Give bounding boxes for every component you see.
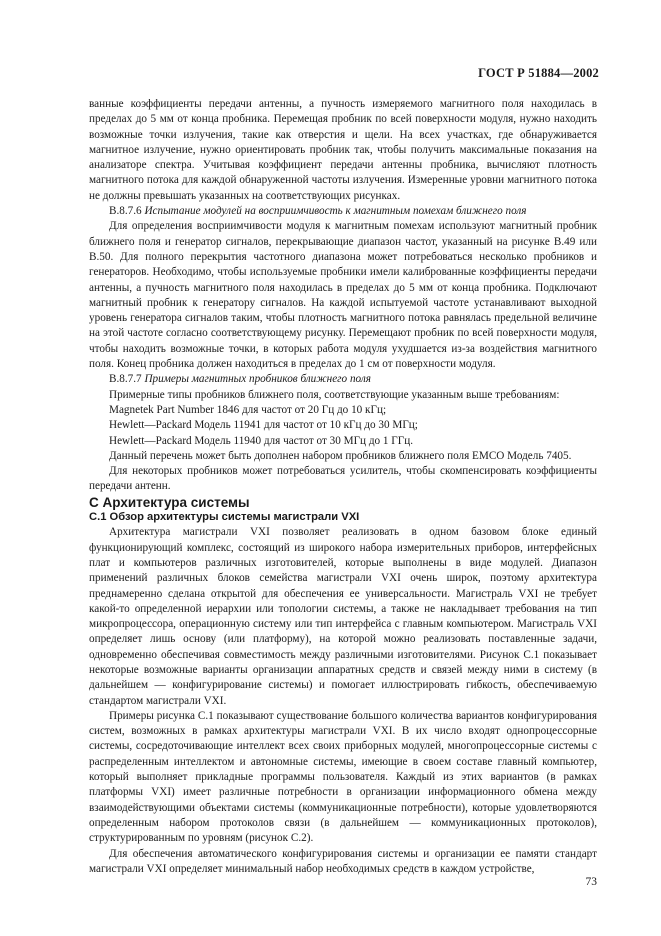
- subsection-title: Примеры магнитных пробников ближнего поля: [144, 373, 371, 386]
- body-paragraph: Примеры рисунка С.1 показывают существование большого количества вариантов конфигурирования систем, возможных в рамках архитектуры магистрали VXI. В их число входят однопроцессорные системы, сосредоточивающие интеллект всех своих приборных модулей, многопроцессорные системы с распределенным интеллектом и автономные системы, имеющие в своем составе главный компьютер, который выполняет прикладные программы пользователя. Каждый из этих вариантов (в рамках платформы VXI) имеет различные потребности в организации информационного обмена между взаимодействующими объектами системы (коммуникационные потребности), которые удовлетворяются определенным набором протоколов связи (в дальнейшем — коммуникационных протоколов), структурированным по уровням (рисунок С.2).: [89, 709, 597, 845]
- subsection-title-c1: С.1 Обзор архитектуры системы магистрали VXI: [89, 511, 360, 524]
- body-paragraph: Для определения восприимчивости модуля к магнитным помехам используют магнитный пробник ближнего поля и генератор сигналов, перекрывающие диапазон частот, указанный на рисунке В.49 или В.50. Для полного перекрытия частотного диапазона может потребоваться несколько пробников и генераторов. Необходимо, чтобы используемые пробники имели калиброванные коэффициенты передачи антенны, а пучность магнитного поля находилась в пределах до 5 мм от конца пробника. Подключают магнитный пробник к генератору сигналов. На каждой испытуемой частоте устанавливают выходной уровень генератора сигналов таким, чтобы плотность магнитного потока равнялась предельной величине на этой частоте согласно соответствующему рисунку. Перемещают пробник по всей поверхности модуля, чтобы находить возможные точки, в которых работа модуля ухудшается из-за воздействия магнитного поля. Конец пробника должен находиться в пределах до 1 см от поверхности модуля.: [89, 220, 597, 371]
- probes-note: Данный перечень может быть дополнен набором пробников ближнего поля EMCO Модель 7405.: [109, 449, 572, 462]
- page-number: 73: [585, 876, 597, 888]
- probes-intro: Примерные типы пробников ближнего поля, соответствующие указанным выше требованиям:: [109, 388, 560, 401]
- probe-list-item: Hewlett—Packard Модель 11941 для частот от 10 кГц до 30 МГц;: [109, 419, 418, 432]
- page-body: [89, 97, 597, 877]
- probes-note: Для некоторых пробников может потребоваться усилитель, чтобы скомпенсировать коэффициенты передачи антенн.: [89, 465, 597, 493]
- probe-list-item: Magnetek Part Number 1846 для частот от 20 Гц до 10 кГц;: [109, 403, 387, 416]
- subsection-number: В.8.7.7: [109, 373, 142, 386]
- subsection-heading-b876: [89, 204, 597, 219]
- section-title: С Архитектура системы: [89, 494, 250, 510]
- body-paragraph: Архитектура магистрали VXI позволяет реализовать в одном базовом блоке единый функционирующий комплекс, состоящий из широкого набора измерительных приборов, интерфейсных плат и компьютеров различных изготовителей, которые выполнены в виде модулей. Диапазон применений различных блоков семейства магистрали VXI очень широк, поэтому архитектура преднамеренно сделана открытой для обеспечения ее универсальности. Магистраль VXI не требует какой-то определенной иерархии или топологии системы, а также не накладывает требования на тип микропроцессора, операционную систему или тип интерфейса с главным компьютером. Магистраль VXI определяет лишь основу (или платформу), на которой можно реализовать поставленные задачи, одновременно обеспечивая совместимость между различными изготовителями. Рисунок С.1 показывает некоторые возможные варианты организации аппаратных средств и связей между ними в систему (в дальнейшем — конфигурирование системы) и помогает иллюстрировать гибкость, обеспечиваемую стандартом магистрали VXI.: [89, 526, 597, 707]
- standard-header: ГОСТ Р 51884—2002: [478, 66, 599, 80]
- subsection-heading-b877: [89, 372, 597, 387]
- subsection-number: В.8.7.6: [109, 205, 142, 218]
- body-paragraph: Для обеспечения автоматического конфигурирования системы и организации ее памяти стандарт магистрали VXI определяет минимальный набор необходимых средств в каждом устройстве,: [89, 847, 597, 875]
- probe-list-item: Hewlett—Packard Модель 11940 для частот от 30 МГц до 1 ГГц.: [109, 434, 414, 447]
- subsection-title: Испытание модулей на восприимчивость к магнитным помехам ближнего поля: [144, 205, 527, 218]
- body-paragraph: ванные коэффициенты передачи антенны, а пучность измеряемого магнитного поля находилась в пределах до 5 мм от конца пробника. Перемещая пробник по всей поверхности модуля, нужно находить возможные точки излучения, такие как отверстия и щели. На всех участках, где обнаруживается магнитное излучение, нужно ориентировать пробник так, чтобы получить максимальные показания на анализаторе спектра. Учитывая коэффициент передачи антенны пробника, вычисляют плотность магнитного потока для каждой обнаруженной частоты излучения. Измеренные уровни магнитного потока не должны превышать указанных на соответствующих рисунках.: [89, 98, 597, 202]
